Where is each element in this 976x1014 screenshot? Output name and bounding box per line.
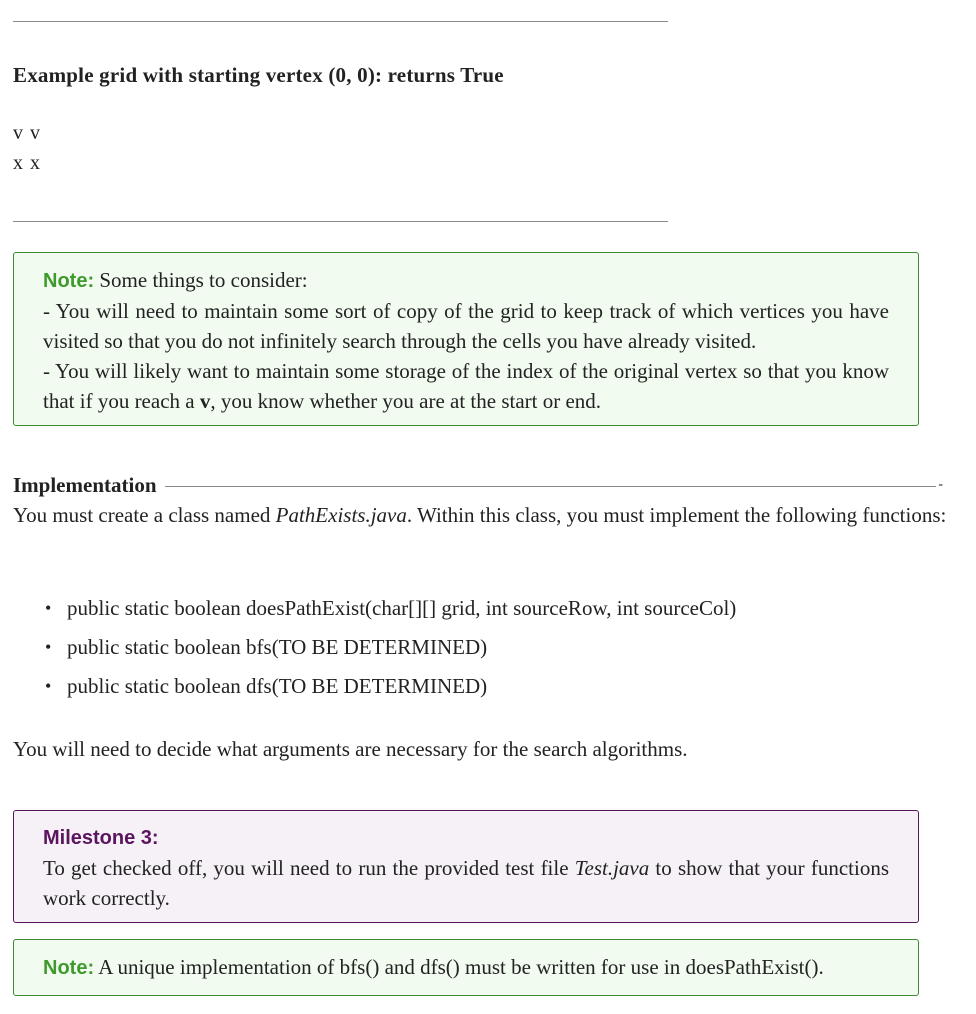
- implementation-intro: You must create a class named PathExists.java. Within this class, you must implement the following functions:: [13, 503, 947, 527]
- note-intro-line: [43, 265, 889, 296]
- list-item: • public static boolean dfs(TO BE DETERMINED): [45, 671, 736, 710]
- note-box-considerations: [13, 252, 919, 426]
- milestone-box: [13, 810, 919, 923]
- note-box-unique-implementation: [13, 939, 919, 996]
- bullet-icon: •: [45, 637, 52, 657]
- note-point-copy-grid: - You will need to maintain some sort of copy of the grid to keep track of which vertices you have visited so that you do not infinitely search through the cells you have already visited.: [43, 299, 889, 353]
- list-item: • public static boolean doesPathExist(char[][] grid, int sourceRow, int sourceCol): [45, 593, 736, 632]
- function-list: [45, 593, 736, 710]
- implementation-title: Implementation: [13, 472, 157, 497]
- bullet-icon: •: [45, 676, 52, 696]
- implementation-dash: -: [938, 477, 943, 492]
- note-label: Note:: [43, 270, 95, 292]
- note-intro: Some things to consider:: [99, 268, 308, 292]
- bottom-divider: [13, 221, 668, 222]
- example-heading: Example grid with starting vertex (0, 0): returns True: [13, 63, 504, 87]
- implementation-rule: [165, 486, 937, 487]
- top-divider: [13, 21, 668, 22]
- test-file-name: Test.java: [574, 856, 650, 880]
- list-item: • public static boolean bfs(TO BE DETERMINED): [45, 632, 736, 671]
- bullet-icon: •: [45, 598, 52, 618]
- milestone-text: To get checked off, you will need to run the provided test file Test.java to show that your functions work correctly.: [43, 856, 890, 910]
- note-text: A unique implementation of bfs() and dfs() must be written for use in doesPathExist().: [98, 955, 824, 979]
- implementation-heading-row: [13, 470, 943, 500]
- vertex-symbol: v: [199, 389, 211, 413]
- note-point-store-index: - You will likely want to maintain some storage of the index of the original vertex so that you know that if you reach a v, you know whether you are at the start or end.: [43, 359, 889, 413]
- milestone-label: Milestone 3:: [43, 827, 159, 849]
- class-name: PathExists.java: [275, 503, 407, 527]
- grid-row: x x: [13, 152, 41, 174]
- note-label: Note:: [43, 957, 95, 979]
- grid-row: v v: [13, 122, 41, 144]
- arguments-note: You will need to decide what arguments are necessary for the search algorithms.: [13, 737, 688, 761]
